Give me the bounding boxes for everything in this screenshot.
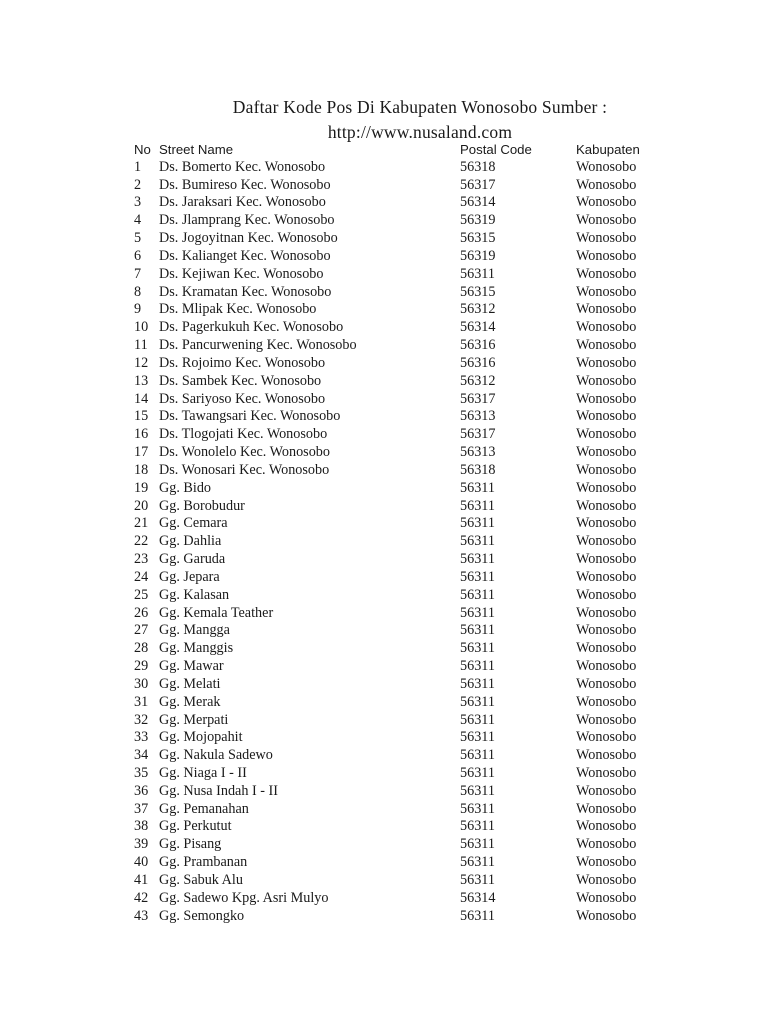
postal-code-cell: 56312 bbox=[460, 301, 496, 318]
table-row bbox=[134, 373, 654, 391]
table-row bbox=[134, 783, 654, 801]
row-number: 34 bbox=[134, 747, 149, 764]
postal-code-cell: 56311 bbox=[460, 907, 495, 924]
row-number: 33 bbox=[134, 729, 149, 746]
kabupaten-cell: Wonosobo bbox=[576, 337, 637, 354]
kabupaten-cell: Wonosobo bbox=[576, 818, 637, 835]
postal-code-cell: 56311 bbox=[460, 586, 495, 603]
row-number: 26 bbox=[134, 604, 149, 621]
postal-code-cell: 56311 bbox=[460, 764, 495, 781]
postal-code-cell: 56311 bbox=[460, 871, 495, 888]
kabupaten-cell: Wonosobo bbox=[576, 800, 637, 817]
kabupaten-cell: Wonosobo bbox=[576, 444, 637, 461]
table-row bbox=[134, 551, 654, 569]
street-name-cell: Gg. Semongko bbox=[159, 907, 245, 924]
table-row bbox=[134, 854, 654, 872]
street-name-cell: Ds. Wonosari Kec. Wonosobo bbox=[159, 461, 330, 478]
kabupaten-cell: Wonosobo bbox=[576, 551, 637, 568]
table-row bbox=[134, 712, 654, 730]
kabupaten-cell: Wonosobo bbox=[576, 212, 637, 229]
postal-code-cell: 56312 bbox=[460, 372, 496, 389]
postal-code-cell: 56311 bbox=[460, 568, 495, 585]
kabupaten-cell: Wonosobo bbox=[576, 729, 637, 746]
kabupaten-cell: Wonosobo bbox=[576, 622, 637, 639]
kabupaten-cell: Wonosobo bbox=[576, 747, 637, 764]
table-row bbox=[134, 890, 654, 908]
table-row bbox=[134, 194, 654, 212]
kabupaten-cell: Wonosobo bbox=[576, 283, 637, 300]
street-name-cell: Gg. Jepara bbox=[159, 568, 220, 585]
table-row bbox=[134, 587, 654, 605]
row-number: 31 bbox=[134, 693, 149, 710]
kabupaten-cell: Wonosobo bbox=[576, 247, 637, 264]
kabupaten-cell: Wonosobo bbox=[576, 354, 637, 371]
street-name-cell: Gg. Mawar bbox=[159, 658, 224, 675]
street-name-cell: Gg. Mangga bbox=[159, 622, 230, 639]
street-name-cell: Gg. Mojopahit bbox=[159, 729, 243, 746]
postal-code-cell: 56315 bbox=[460, 283, 496, 300]
postal-code-cell: 56311 bbox=[460, 747, 495, 764]
postal-code-cell: 56315 bbox=[460, 230, 496, 247]
table-row bbox=[134, 605, 654, 623]
street-name-cell: Gg. Kalasan bbox=[159, 586, 230, 603]
street-name-cell: Gg. Sabuk Alu bbox=[159, 871, 243, 888]
table-row bbox=[134, 337, 654, 355]
street-name-cell: Ds. Kejiwan Kec. Wonosobo bbox=[159, 265, 324, 282]
row-number: 1 bbox=[134, 158, 142, 175]
street-name-cell: Ds. Kramatan Kec. Wonosobo bbox=[159, 283, 332, 300]
row-number: 20 bbox=[134, 497, 149, 514]
street-name-cell: Gg. Sadewo Kpg. Asri Mulyo bbox=[159, 889, 329, 906]
row-number: 12 bbox=[134, 354, 149, 371]
row-number: 18 bbox=[134, 461, 149, 478]
postal-code-table bbox=[134, 141, 654, 925]
kabupaten-cell: Wonosobo bbox=[576, 854, 637, 871]
table-row bbox=[134, 658, 654, 676]
street-name-cell: Gg. Cemara bbox=[159, 515, 228, 532]
kabupaten-cell: Wonosobo bbox=[576, 764, 637, 781]
header-no: No bbox=[134, 142, 151, 157]
table-row bbox=[134, 301, 654, 319]
street-name-cell: Ds. Jlamprang Kec. Wonosobo bbox=[159, 212, 335, 229]
street-name-cell: Ds. Tawangsari Kec. Wonosobo bbox=[159, 408, 341, 425]
street-name-cell: Gg. Dahlia bbox=[159, 533, 222, 550]
row-number: 24 bbox=[134, 568, 149, 585]
title-line-2: http://www.nusaland.com bbox=[327, 122, 513, 142]
row-number: 10 bbox=[134, 319, 149, 336]
kabupaten-cell: Wonosobo bbox=[576, 390, 637, 407]
postal-code-cell: 56311 bbox=[460, 265, 495, 282]
row-number: 42 bbox=[134, 889, 149, 906]
row-number: 36 bbox=[134, 782, 149, 799]
table-row bbox=[134, 765, 654, 783]
kabupaten-cell: Wonosobo bbox=[576, 640, 637, 657]
row-number: 2 bbox=[134, 176, 142, 193]
table-row bbox=[134, 177, 654, 195]
postal-code-cell: 56311 bbox=[460, 818, 495, 835]
postal-code-cell: 56317 bbox=[460, 426, 496, 443]
street-name-cell: Ds. Sariyoso Kec. Wonosobo bbox=[159, 390, 326, 407]
kabupaten-cell: Wonosobo bbox=[576, 604, 637, 621]
row-number: 37 bbox=[134, 800, 149, 817]
kabupaten-cell: Wonosobo bbox=[576, 907, 637, 924]
postal-code-cell: 56311 bbox=[460, 515, 495, 532]
row-number: 6 bbox=[134, 247, 142, 264]
postal-code-cell: 56311 bbox=[460, 604, 495, 621]
street-name-cell: Gg. Niaga I - II bbox=[159, 764, 247, 781]
postal-code-cell: 56311 bbox=[460, 640, 495, 657]
table-row bbox=[134, 462, 654, 480]
row-number: 25 bbox=[134, 586, 149, 603]
row-number: 35 bbox=[134, 764, 149, 781]
postal-code-cell: 56311 bbox=[460, 533, 495, 550]
postal-code-cell: 56319 bbox=[460, 212, 496, 229]
kabupaten-cell: Wonosobo bbox=[576, 372, 637, 389]
postal-code-cell: 56311 bbox=[460, 800, 495, 817]
row-number: 43 bbox=[134, 907, 149, 924]
table-row bbox=[134, 872, 654, 890]
kabupaten-cell: Wonosobo bbox=[576, 515, 637, 532]
row-number: 23 bbox=[134, 551, 149, 568]
row-number: 13 bbox=[134, 372, 149, 389]
table-row bbox=[134, 319, 654, 337]
row-number: 16 bbox=[134, 426, 149, 443]
row-number: 22 bbox=[134, 533, 149, 550]
header-kabupaten: Kabupaten bbox=[576, 142, 640, 157]
table-row bbox=[134, 498, 654, 516]
street-name-cell: Ds. Mlipak Kec. Wonosobo bbox=[159, 301, 317, 318]
kabupaten-cell: Wonosobo bbox=[576, 176, 637, 193]
postal-code-cell: 56317 bbox=[460, 390, 496, 407]
kabupaten-cell: Wonosobo bbox=[576, 158, 637, 175]
table-row bbox=[134, 426, 654, 444]
street-name-cell: Ds. Wonolelo Kec. Wonosobo bbox=[159, 444, 330, 461]
street-name-cell: Gg. Pisang bbox=[159, 836, 222, 853]
table-row bbox=[134, 230, 654, 248]
postal-code-cell: 56311 bbox=[460, 622, 495, 639]
table-row bbox=[134, 515, 654, 533]
postal-code-cell: 56311 bbox=[460, 729, 495, 746]
table-row bbox=[134, 836, 654, 854]
street-name-cell: Gg. Merak bbox=[159, 693, 221, 710]
postal-code-cell: 56311 bbox=[460, 693, 495, 710]
table-row bbox=[134, 818, 654, 836]
header-street-name: Street Name bbox=[159, 142, 234, 157]
table-row bbox=[134, 729, 654, 747]
table-row bbox=[134, 355, 654, 373]
postal-code-cell: 56316 bbox=[460, 337, 496, 354]
table-row bbox=[134, 533, 654, 551]
street-name-cell: Ds. Pagerkukuh Kec. Wonosobo bbox=[159, 319, 344, 336]
row-number: 21 bbox=[134, 515, 149, 532]
kabupaten-cell: Wonosobo bbox=[576, 889, 637, 906]
title-line-1: Daftar Kode Pos Di Kabupaten Wonosobo Sumber : bbox=[232, 97, 608, 117]
postal-code-cell: 56314 bbox=[460, 319, 496, 336]
street-name-cell: Gg. Garuda bbox=[159, 551, 226, 568]
table-row bbox=[134, 569, 654, 587]
kabupaten-cell: Wonosobo bbox=[576, 836, 637, 853]
table-row bbox=[134, 248, 654, 266]
row-number: 4 bbox=[134, 212, 142, 229]
row-number: 17 bbox=[134, 444, 149, 461]
row-number: 40 bbox=[134, 854, 149, 871]
table-row bbox=[134, 801, 654, 819]
table-row bbox=[134, 908, 654, 926]
table-row bbox=[134, 747, 654, 765]
kabupaten-cell: Wonosobo bbox=[576, 533, 637, 550]
street-name-cell: Gg. Borobudur bbox=[159, 497, 245, 514]
row-number: 15 bbox=[134, 408, 149, 425]
street-name-cell: Gg. Merpati bbox=[159, 711, 229, 728]
postal-code-cell: 56311 bbox=[460, 497, 495, 514]
table-row bbox=[134, 408, 654, 426]
kabupaten-cell: Wonosobo bbox=[576, 711, 637, 728]
kabupaten-cell: Wonosobo bbox=[576, 871, 637, 888]
kabupaten-cell: Wonosobo bbox=[576, 230, 637, 247]
table-row bbox=[134, 391, 654, 409]
table-row bbox=[134, 694, 654, 712]
kabupaten-cell: Wonosobo bbox=[576, 479, 637, 496]
street-name-cell: Gg. Nakula Sadewo bbox=[159, 747, 273, 764]
postal-code-cell: 56319 bbox=[460, 247, 496, 264]
street-name-cell: Ds. Rojoimo Kec. Wonosobo bbox=[159, 354, 326, 371]
street-name-cell: Ds. Jaraksari Kec. Wonosobo bbox=[159, 194, 326, 211]
table-row bbox=[134, 444, 654, 462]
kabupaten-cell: Wonosobo bbox=[576, 586, 637, 603]
street-name-cell: Gg. Kemala Teather bbox=[159, 604, 274, 621]
row-number: 39 bbox=[134, 836, 149, 853]
table-row bbox=[134, 640, 654, 658]
table-row bbox=[134, 266, 654, 284]
row-number: 19 bbox=[134, 479, 149, 496]
kabupaten-cell: Wonosobo bbox=[576, 658, 637, 675]
kabupaten-cell: Wonosobo bbox=[576, 426, 637, 443]
table-row bbox=[134, 284, 654, 302]
row-number: 41 bbox=[134, 871, 149, 888]
kabupaten-cell: Wonosobo bbox=[576, 301, 637, 318]
kabupaten-cell: Wonosobo bbox=[576, 675, 637, 692]
postal-code-cell: 56311 bbox=[460, 836, 495, 853]
street-name-cell: Ds. Kalianget Kec. Wonosobo bbox=[159, 247, 331, 264]
kabupaten-cell: Wonosobo bbox=[576, 782, 637, 799]
kabupaten-cell: Wonosobo bbox=[576, 194, 637, 211]
table-row bbox=[134, 159, 654, 177]
street-name-cell: Gg. Manggis bbox=[159, 640, 234, 657]
kabupaten-cell: Wonosobo bbox=[576, 568, 637, 585]
postal-code-cell: 56311 bbox=[460, 711, 495, 728]
postal-code-cell: 56314 bbox=[460, 889, 496, 906]
street-name-cell: Ds. Bumireso Kec. Wonosobo bbox=[159, 176, 331, 193]
postal-code-cell: 56313 bbox=[460, 444, 496, 461]
street-name-cell: Gg. Melati bbox=[159, 675, 221, 692]
postal-code-cell: 56311 bbox=[460, 782, 495, 799]
row-number: 5 bbox=[134, 230, 142, 247]
table-body bbox=[134, 159, 654, 926]
row-number: 3 bbox=[134, 194, 142, 211]
postal-code-cell: 56311 bbox=[460, 479, 495, 496]
row-number: 32 bbox=[134, 711, 149, 728]
street-name-cell: Ds. Sambek Kec. Wonosobo bbox=[159, 372, 322, 389]
kabupaten-cell: Wonosobo bbox=[576, 461, 637, 478]
postal-code-cell: 56311 bbox=[460, 658, 495, 675]
postal-code-cell: 56314 bbox=[460, 194, 496, 211]
kabupaten-cell: Wonosobo bbox=[576, 497, 637, 514]
postal-code-cell: 56311 bbox=[460, 675, 495, 692]
row-number: 8 bbox=[134, 283, 142, 300]
row-number: 28 bbox=[134, 640, 149, 657]
row-number: 29 bbox=[134, 658, 149, 675]
row-number: 11 bbox=[134, 337, 148, 354]
kabupaten-cell: Wonosobo bbox=[576, 265, 637, 282]
street-name-cell: Ds. Pancurwening Kec. Wonosobo bbox=[159, 337, 357, 354]
table-row bbox=[134, 480, 654, 498]
row-number: 7 bbox=[134, 265, 142, 282]
kabupaten-cell: Wonosobo bbox=[576, 693, 637, 710]
street-name-cell: Ds. Tlogojati Kec. Wonosobo bbox=[159, 426, 328, 443]
postal-code-cell: 56318 bbox=[460, 158, 496, 175]
table-row bbox=[134, 676, 654, 694]
row-number: 14 bbox=[134, 390, 149, 407]
row-number: 30 bbox=[134, 675, 149, 692]
document-title bbox=[0, 95, 768, 145]
kabupaten-cell: Wonosobo bbox=[576, 408, 637, 425]
street-name-cell: Gg. Bido bbox=[159, 479, 212, 496]
street-name-cell: Ds. Bomerto Kec. Wonosobo bbox=[159, 158, 326, 175]
postal-code-cell: 56311 bbox=[460, 854, 495, 871]
postal-code-cell: 56318 bbox=[460, 461, 496, 478]
row-number: 9 bbox=[134, 301, 142, 318]
street-name-cell: Gg. Prambanan bbox=[159, 854, 248, 871]
postal-code-cell: 56316 bbox=[460, 354, 496, 371]
street-name-cell: Gg. Nusa Indah I - II bbox=[159, 782, 278, 799]
table-row bbox=[134, 212, 654, 230]
header-postal-code: Postal Code bbox=[460, 142, 532, 157]
postal-code-cell: 56313 bbox=[460, 408, 496, 425]
row-number: 38 bbox=[134, 818, 149, 835]
table-row bbox=[134, 622, 654, 640]
street-name-cell: Ds. Jogoyitnan Kec. Wonosobo bbox=[159, 230, 338, 247]
row-number: 27 bbox=[134, 622, 149, 639]
kabupaten-cell: Wonosobo bbox=[576, 319, 637, 336]
table-header-row bbox=[134, 141, 654, 159]
postal-code-cell: 56317 bbox=[460, 176, 496, 193]
postal-code-cell: 56311 bbox=[460, 551, 495, 568]
street-name-cell: Gg. Perkutut bbox=[159, 818, 232, 835]
street-name-cell: Gg. Pemanahan bbox=[159, 800, 249, 817]
